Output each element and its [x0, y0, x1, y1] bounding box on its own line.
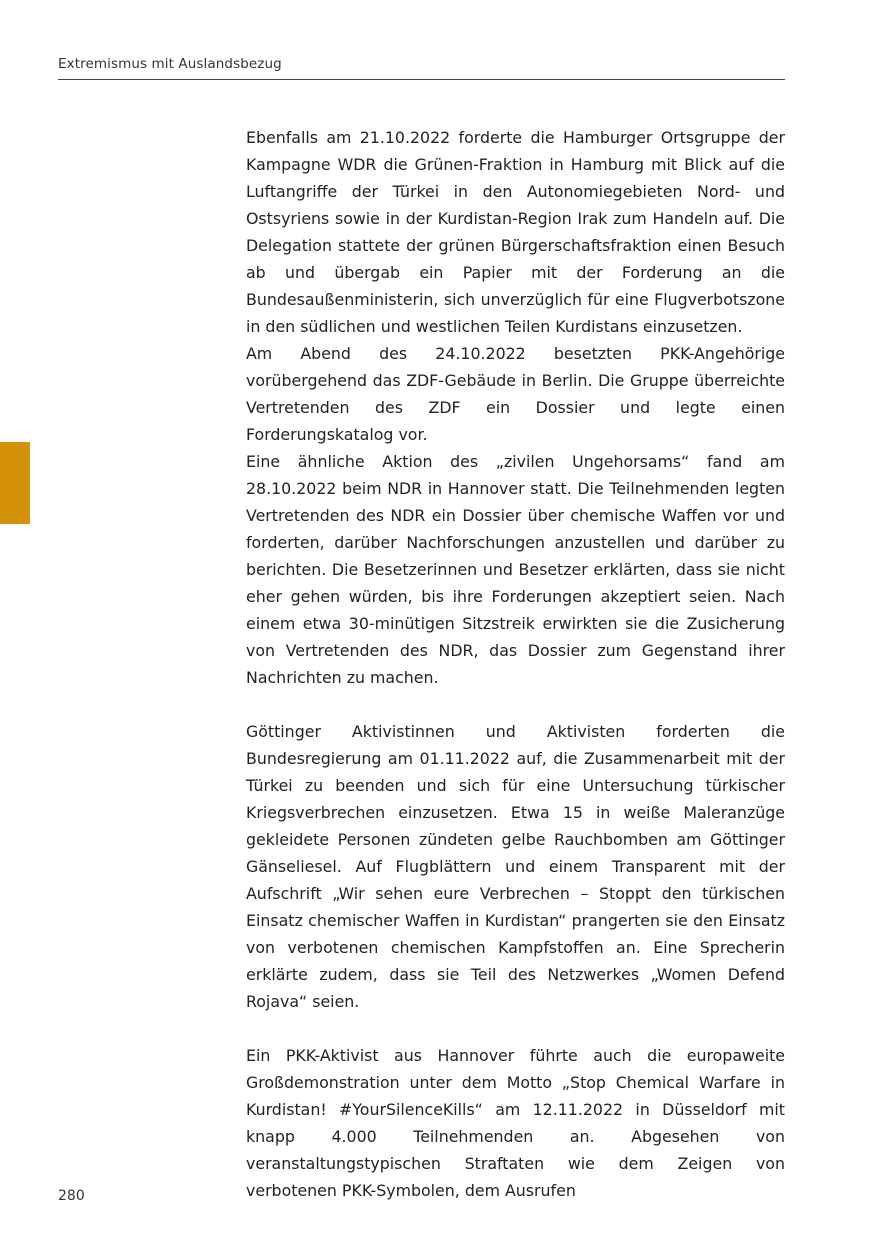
- paragraph: Ebenfalls am 21.10.2022 forderte die Hamburger Ortsgruppe der Kampagne WDR die Grünen-Fraktion in Hamburg mit Blick auf die Luftangriffe der Türkei in den Autonomiegebieten Nord- und Ostsyriens sowie in der Kurdistan-Region Irak zum Handeln auf. Die Delegation stattete der grünen Bürgerschaftsfraktion einen Besuch ab und übergab ein Papier mit der Forderung an die Bundesaußenministerin, sich unverzüglich für eine Flugverbotszone in den südlichen und westlichen Teilen Kurdistans einzusetzen.: [246, 128, 785, 336]
- running-header: Extremismus mit Auslandsbezug: [58, 56, 282, 72]
- header-rule: [58, 79, 785, 80]
- paragraph: Am Abend des 24.10.2022 besetzten PKK-Angehörige vorübergehend das ZDF-Gebäude in Berlin. Die Gruppe überreichte Vertretenden des ZDF ein Dossier und legte einen Forderungskatalog vor.: [246, 344, 785, 444]
- paragraph: Ein PKK-Aktivist aus Hannover führte auch die europaweite Großdemonstration unter dem Motto „Stop Chemical Warfare in Kurdistan! #YourSilenceKills“ am 12.11.2022 in Düsseldorf mit knapp 4.000 Teilnehmenden an. Abgesehen von veranstaltungstypischen Straftaten wie dem Zeigen von verbotenen PKK-Symbolen, dem Ausrufen: [246, 1046, 785, 1200]
- page-number: 280: [58, 1188, 85, 1204]
- paragraph: Göttinger Aktivistinnen und Aktivisten forderten die Bundesregierung am 01.11.2022 auf, die Zusammenarbeit mit der Türkei zu beenden und sich für eine Untersuchung türkischer Kriegsverbrechen einzusetzen. Etwa 15 in weiße Maleranzüge gekleidete Personen zündeten gelbe Rauchbomben am Göttinger Gänseliesel. Auf Flugblättern und einem Transparent mit der Aufschrift „Wir sehen eure Verbrechen – Stoppt den türkischen Einsatz chemischer Waffen in Kurdistan“ prangerten sie den Einsatz von verbotenen chemischen Kampfstoffen an. Eine Sprecherin erklärte zudem, dass sie Teil des Netzwerkes „Women Defend Rojava“ seien.: [246, 722, 785, 1011]
- paragraph: Eine ähnliche Aktion des „zivilen Ungehorsams“ fand am 28.10.2022 beim NDR in Hannover statt. Die Teilnehmenden legten Vertretenden des NDR ein Dossier über chemische Waffen vor und forderten, darüber Nachforschungen anzustellen und darüber zu berichten. Die Besetzerinnen und Besetzer erklärten, dass sie nicht eher gehen würden, bis ihre Forderungen akzeptiert seien. Nach einem etwa 30-minütigen Sitzstreik erwirkten sie die Zusicherung von Vertretenden des NDR, das Dossier zum Gegenstand ihrer Nachrichten zu machen.: [246, 452, 785, 687]
- body-text: [246, 124, 785, 1204]
- chapter-side-tab: [0, 442, 30, 524]
